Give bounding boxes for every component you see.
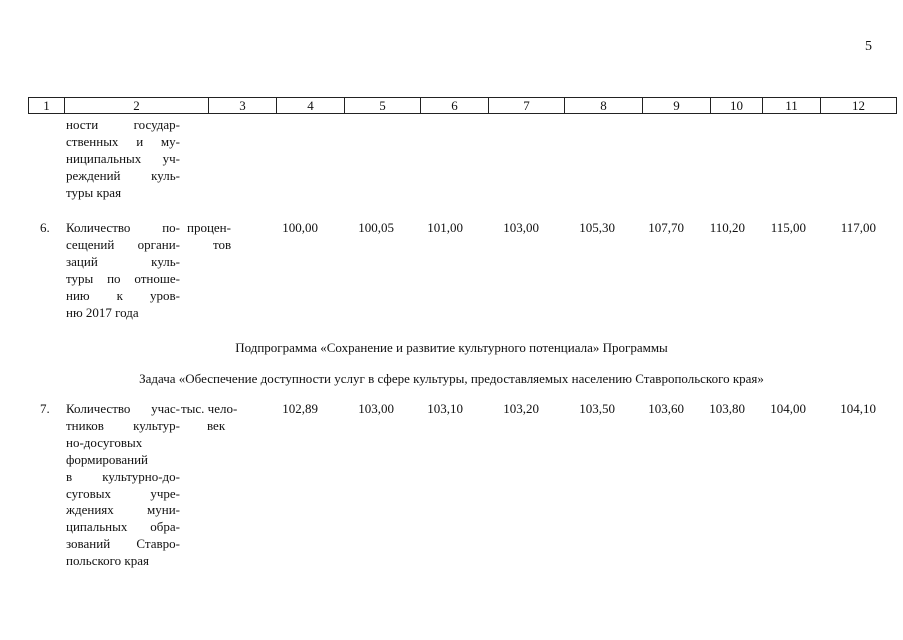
continuation-name-cell xyxy=(66,117,180,202)
name-line: тников культур- xyxy=(66,417,180,433)
column-header-row xyxy=(28,97,897,114)
column-header: 7 xyxy=(489,98,565,114)
unit-cell xyxy=(187,220,231,254)
unit-line: век xyxy=(207,417,226,433)
name-line: но-досуговых xyxy=(66,434,143,450)
value-cell: 101,00 xyxy=(427,220,463,235)
column-header: 1 xyxy=(29,98,65,114)
column-header: 6 xyxy=(421,98,489,114)
name-line: реждений куль- xyxy=(66,167,180,183)
value-cell: 103,60 xyxy=(648,401,684,416)
unit-line: тыс. чело- xyxy=(181,401,238,416)
value-cell: 115,00 xyxy=(770,220,806,235)
name-line: Количество учас- xyxy=(66,401,180,416)
name-line: суговых учре- xyxy=(66,485,180,501)
value-cell: 110,20 xyxy=(709,220,745,235)
unit-line: процен- xyxy=(187,220,231,235)
name-line: ственных и му- xyxy=(66,133,180,149)
name-line: туры края xyxy=(66,184,122,200)
column-header: 10 xyxy=(711,98,763,114)
row-index: 7. xyxy=(40,401,50,416)
name-line: ности государ- xyxy=(66,117,180,132)
subprogram-title: Подпрограмма «Сохранение и развитие культурного потенциала» Программы xyxy=(235,340,668,355)
value-cell: 103,20 xyxy=(503,401,539,416)
task-title: Задача «Обеспечение доступности услуг в сфере культуры, предоставляемых населению Ставропольского края» xyxy=(139,371,764,386)
unit-line: тов xyxy=(213,236,232,252)
column-header: 3 xyxy=(209,98,277,114)
value-cell: 102,89 xyxy=(282,401,318,416)
name-line: формирований xyxy=(66,451,149,467)
value-cell: 103,10 xyxy=(427,401,463,416)
column-header: 12 xyxy=(821,98,897,114)
column-header: 4 xyxy=(277,98,345,114)
value-cell: 105,30 xyxy=(579,220,615,235)
value-cell: 104,00 xyxy=(770,401,806,416)
page-number: 5 xyxy=(865,39,872,54)
value-cell: 103,50 xyxy=(579,401,615,416)
name-line: сещений органи- xyxy=(66,236,180,252)
name-line: ню 2017 года xyxy=(66,304,139,320)
column-header: 11 xyxy=(763,98,821,114)
row-index: 6. xyxy=(40,220,50,235)
value-cell: 100,05 xyxy=(358,220,394,235)
value-cell: 117,00 xyxy=(840,220,876,235)
column-header: 5 xyxy=(345,98,421,114)
value-cell: 103,00 xyxy=(358,401,394,416)
name-line: ждениях муни- xyxy=(66,502,180,518)
indicator-name-cell xyxy=(66,401,180,570)
value-cell: 107,70 xyxy=(648,220,684,235)
value-cell: 100,00 xyxy=(282,220,318,235)
name-line: ниципальных уч- xyxy=(66,150,180,166)
name-line: заций куль- xyxy=(66,253,180,269)
column-header: 2 xyxy=(65,98,209,114)
name-line: туры по отноше- xyxy=(66,270,180,286)
name-line: Количество по- xyxy=(66,220,180,235)
value-cell: 104,10 xyxy=(840,401,876,416)
name-line: в культурно-до- xyxy=(66,468,180,484)
indicator-name-cell xyxy=(66,220,180,321)
column-header: 9 xyxy=(643,98,711,114)
value-cell: 103,80 xyxy=(709,401,745,416)
unit-cell xyxy=(181,401,237,435)
name-line: зований Ставро- xyxy=(66,536,180,552)
name-line: нию к уров- xyxy=(66,287,180,303)
name-line: польского края xyxy=(66,553,149,569)
column-header: 8 xyxy=(565,98,643,114)
value-cell: 103,00 xyxy=(503,220,539,235)
name-line: ципальных обра- xyxy=(66,519,180,535)
